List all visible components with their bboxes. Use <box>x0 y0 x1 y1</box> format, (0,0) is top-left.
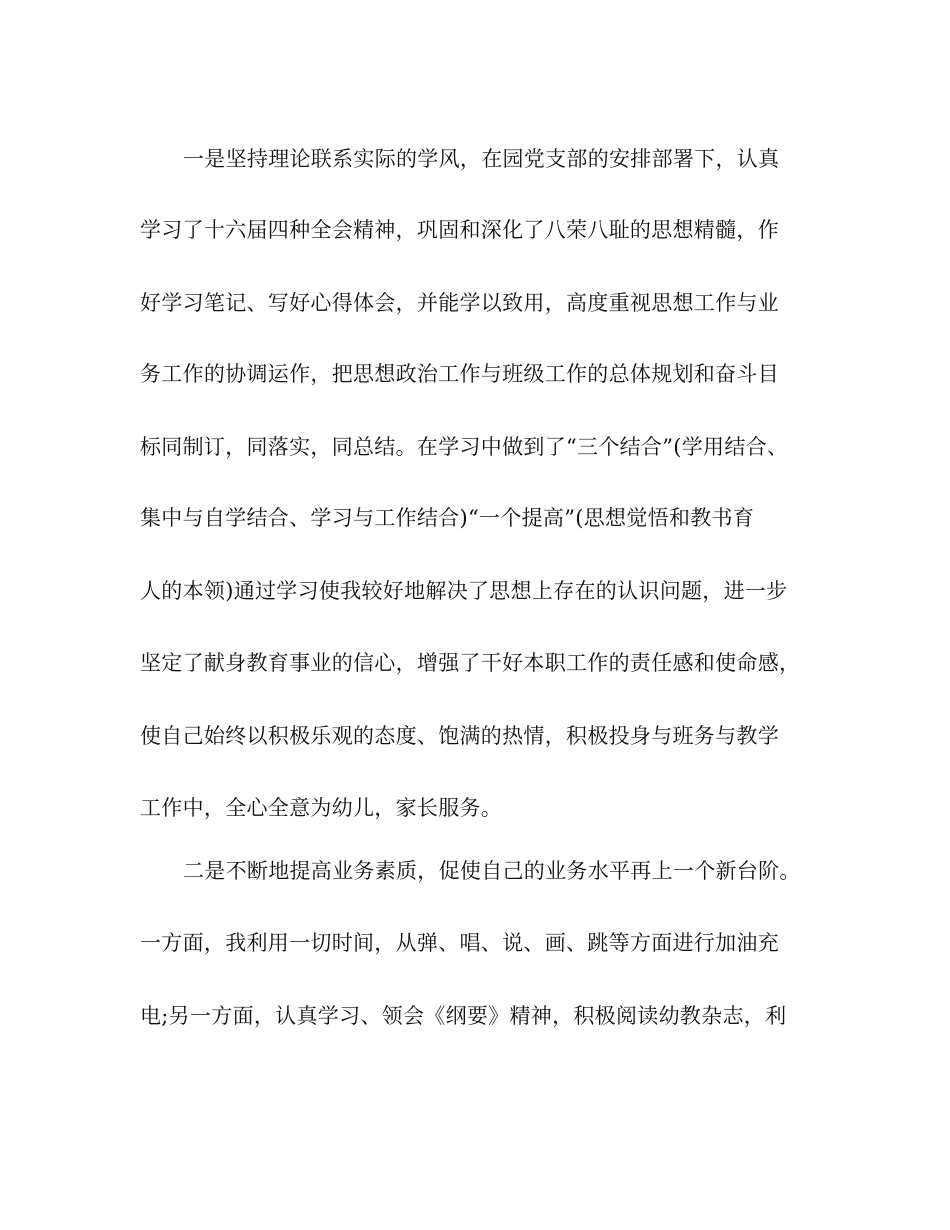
paragraph-1-line-7: 人的本领)通过学习使我较好地解决了思想上存在的认识问题，进一步 <box>140 579 788 603</box>
paragraph-1-line-1: 一是坚持理论联系实际的学风，在园党支部的安排部署下，认真 <box>183 147 780 171</box>
paragraph-1-line-10: 工作中，全心全意为幼儿，家长服务。 <box>140 796 503 820</box>
paragraph-2-line-2: 一方面，我利用一切时间，从弹、唱、说、画、跳等方面进行加油充 <box>140 931 779 955</box>
paragraph-1-line-6: 集中与自学结合、学习与工作结合)“一个提高”(思想觉悟和教书育 <box>140 506 755 530</box>
paragraph-2-line-3: 电;另一方面，认真学习、领会《纲要》精神，积极阅读幼教杂志，利 <box>140 1004 787 1028</box>
paragraph-1-line-3: 好学习笔记、写好心得体会，并能学以致用，高度重视思想工作与业 <box>140 291 779 315</box>
paragraph-1-line-5: 标同制订，同落实，同总结。在学习中做到了“三个结合”(学用结合、 <box>140 435 789 459</box>
paragraph-1-line-4: 务工作的协调运作，把思想政治工作与班级工作的总体规划和奋斗目 <box>140 362 779 386</box>
paragraph-1-line-2: 学习了十六届四种全会精神，巩固和深化了八荣八耻的思想精髓，作 <box>140 218 779 242</box>
paragraph-1-line-9: 使自己始终以积极乐观的态度、饱满的热情，积极投身与班务与教学 <box>140 724 779 748</box>
paragraph-1-line-8: 坚定了献身教育事业的信心，增强了干好本职工作的责任感和使命感， <box>140 651 801 675</box>
paragraph-2-line-1: 二是不断地提高业务素质，促使自己的业务水平再上一个新台阶。 <box>183 859 801 883</box>
